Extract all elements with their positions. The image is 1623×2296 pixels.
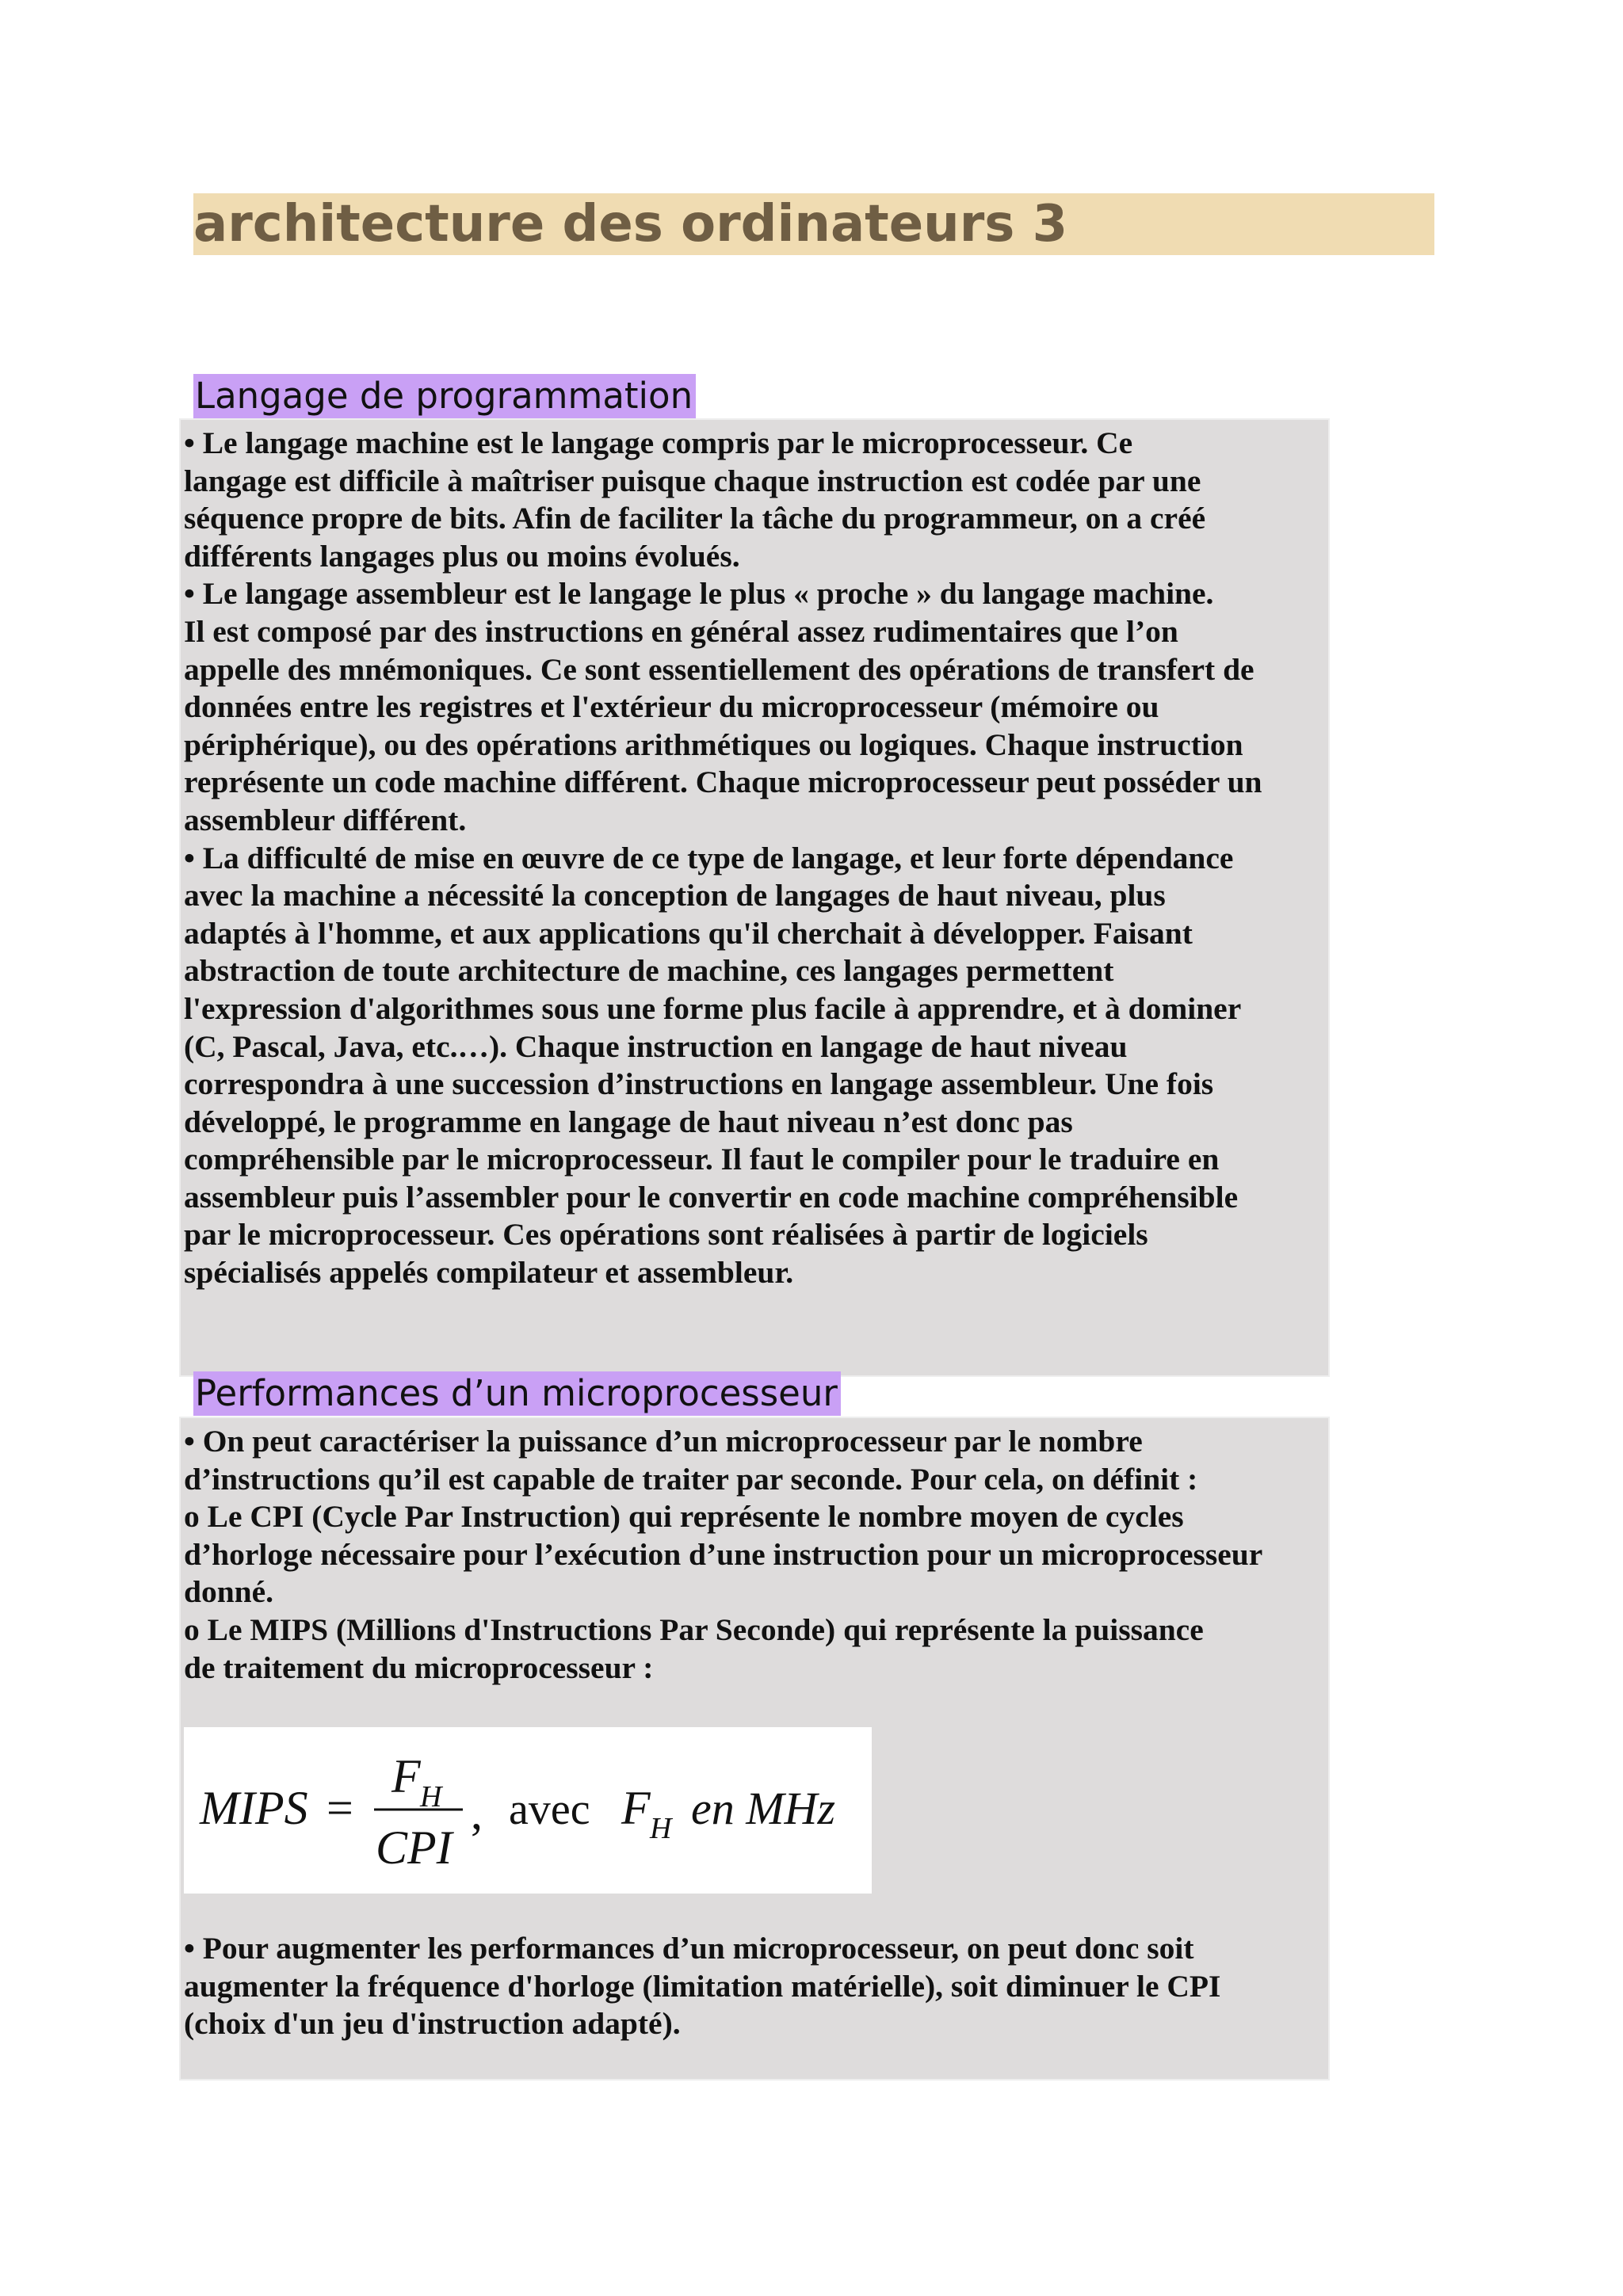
- text-line: donné.: [184, 1574, 274, 1610]
- text-line: langage est difficile à maîtriser puisque chaque instruction est codée par une: [184, 463, 1201, 498]
- text-line: abstraction de toute architecture de machine, ces langages permettent: [184, 953, 1114, 989]
- text-line: spécialisés appelés compilateur et assembleur.: [184, 1255, 794, 1291]
- text-line: • La difficulté de mise en œuvre de ce type de langage, et leur forte dépendance: [184, 840, 1234, 875]
- text-line: d’instructions qu’il est capable de traiter par seconde. Pour cela, on définit :: [184, 1461, 1198, 1497]
- formula-unit: en MHz: [691, 1783, 836, 1834]
- formula-numerator: F: [391, 1750, 421, 1802]
- text-line: assembleur différent.: [184, 802, 467, 837]
- text-line: par le microprocesseur. Ces opérations sont réalisées à partir de logiciels: [184, 1217, 1148, 1253]
- formula-var: F: [621, 1782, 651, 1834]
- text-line: • Le langage machine est le langage compris par le microprocesseur. Ce: [184, 425, 1133, 460]
- text-line: adaptés à l'homme, et aux applications qu'il cherchait à développer. Faisant: [184, 915, 1193, 951]
- text-line: assembleur puis l’assembler pour le convertir en code machine compréhensible: [184, 1179, 1239, 1215]
- text-line: séquence propre de bits. Afin de faciliter la tâche du programmeur, on a créé: [184, 501, 1206, 536]
- text-line: (choix d'un jeu d'instruction adapté).: [184, 2006, 681, 2042]
- mips-formula-svg: [184, 1727, 872, 1894]
- text-line: (C, Pascal, Java, etc.…). Chaque instruction en langage de haut niveau: [184, 1028, 1128, 1064]
- text-line: développé, le programme en langage de haut niveau n’est donc pas: [184, 1104, 1073, 1139]
- formula-lhs: MIPS: [200, 1782, 308, 1834]
- section-heading-langage: Langage de programmation: [193, 374, 696, 418]
- text-line: l'expression d'algorithmes sous une forme plus facile à apprendre, et à dominer: [184, 990, 1242, 1026]
- page-title: architecture des ordinateurs 3: [193, 195, 1068, 254]
- text-line: Il est composé par des instructions en général assez rudimentaires que l’on: [184, 613, 1178, 649]
- text-line: appelle des mnémoniques. Ce sont essentiellement des opérations de transfert de: [184, 651, 1254, 687]
- text-line: avec la machine a nécessité la conception de langages de haut niveau, plus: [184, 878, 1166, 913]
- text-line: compréhensible par le microprocesseur. Il faut le compiler pour le traduire en: [184, 1142, 1220, 1177]
- text-line: de traitement du microprocesseur :: [184, 1650, 654, 1685]
- formula-var-sub: H: [650, 1812, 672, 1845]
- text-line: d’horloge nécessaire pour l’exécution d’une instruction pour un microprocesseur: [184, 1536, 1263, 1572]
- text-line: représente un code machine différent. Chaque microprocesseur peut posséder un: [184, 765, 1262, 800]
- text-line: • On peut caractériser la puissance d’un microprocesseur par le nombre: [184, 1424, 1143, 1459]
- section-text-performances-after: [184, 1930, 1325, 2043]
- formula-comma: ,: [471, 1787, 483, 1839]
- text-line: périphérique), ou des opérations arithmétiques ou logiques. Chaque instruction: [184, 727, 1243, 762]
- section-text-performances: [184, 1423, 1325, 1687]
- mips-formula: [184, 1727, 872, 1894]
- formula-equals: =: [327, 1782, 353, 1834]
- text-line: • Pour augmenter les performances d’un microprocesseur, on peut donc soit: [184, 1931, 1194, 1966]
- text-line: • Le langage assembleur est le langage le plus « proche » du langage machine.: [184, 576, 1214, 612]
- text-line: correspondra à une succession d’instructions en langage assembleur. Une fois: [184, 1066, 1214, 1102]
- text-line: o Le MIPS (Millions d'Instructions Par Seconde) qui représente la puissance: [184, 1611, 1204, 1647]
- section-text-langage: [184, 425, 1325, 1292]
- formula-denominator: CPI: [376, 1821, 453, 1874]
- title-bar: [193, 193, 1434, 255]
- text-line: différents langages plus ou moins évolués.: [184, 538, 740, 574]
- text-line: augmenter la fréquence d'horloge (limitation matérielle), soit diminuer le CPI: [184, 1968, 1221, 2004]
- formula-avec: avec: [509, 1785, 590, 1834]
- formula-numerator-sub: H: [420, 1780, 442, 1814]
- text-line: données entre les registres et l'extérieur du microprocesseur (mémoire ou: [184, 689, 1159, 725]
- text-line: o Le CPI (Cycle Par Instruction) qui représente le nombre moyen de cycles: [184, 1499, 1184, 1535]
- section-heading-performances: Performances d’un microprocesseur: [193, 1371, 841, 1416]
